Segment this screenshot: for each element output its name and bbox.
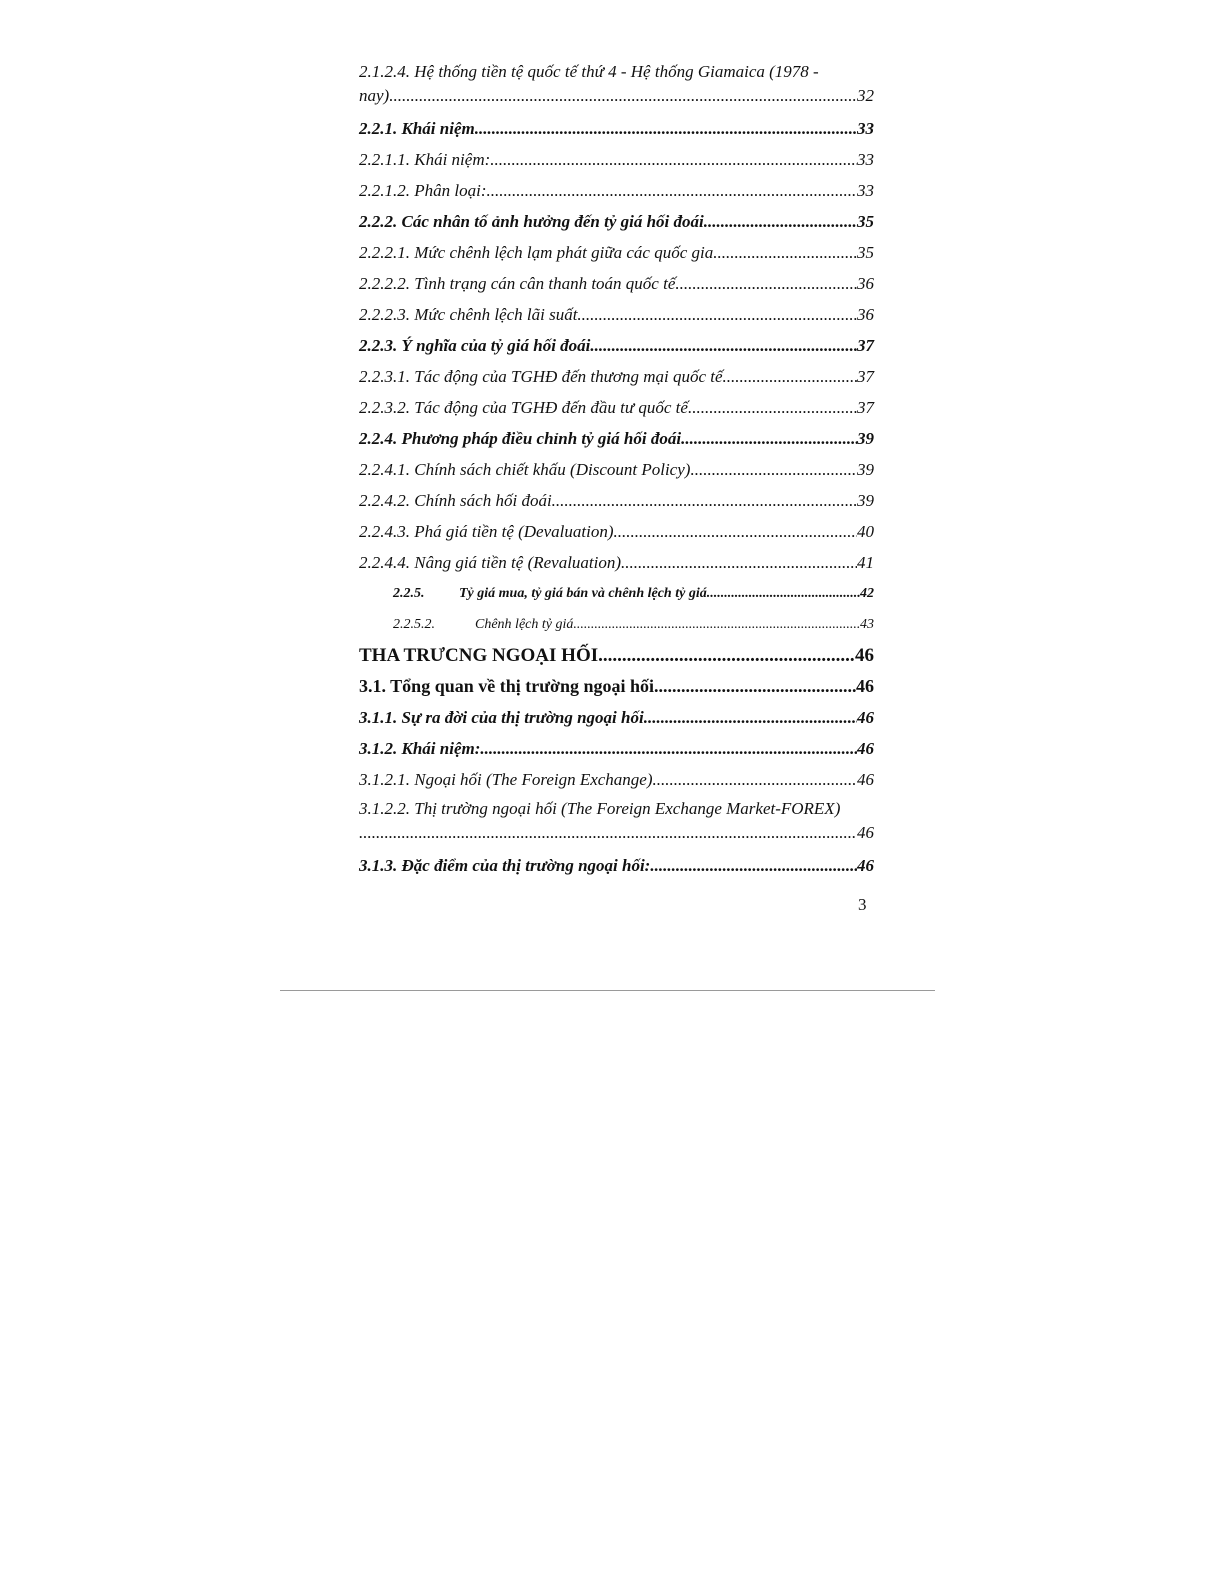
toc-entry[interactable] bbox=[359, 485, 874, 516]
dot-leader bbox=[644, 702, 857, 733]
toc-entry-page: 42 bbox=[860, 586, 874, 601]
toc-entry[interactable] bbox=[359, 423, 874, 454]
dot-leader bbox=[675, 268, 857, 299]
toc-entry-page: 41 bbox=[857, 553, 874, 572]
dot-leader bbox=[688, 392, 857, 423]
toc-entry-title: 2.2.1. Khái niệm bbox=[359, 119, 475, 138]
toc-entry[interactable] bbox=[359, 299, 874, 330]
toc-entry-title: 2.2.4. Phương pháp điều chỉnh tỷ giá hối đoái bbox=[359, 429, 682, 448]
dot-leader bbox=[690, 454, 857, 485]
toc-entry-title: 2.2.4.4. Nâng giá tiền tệ (Revaluation) bbox=[359, 553, 622, 572]
toc-entry-title: 2.2.2.3. Mức chênh lệch lãi suất bbox=[359, 305, 578, 324]
toc-entry[interactable] bbox=[359, 361, 874, 392]
toc-entry-title: Chênh lệch tỷ giá bbox=[475, 617, 574, 632]
toc-entry[interactable] bbox=[359, 795, 874, 850]
toc-entry[interactable] bbox=[359, 58, 874, 113]
dot-leader bbox=[613, 516, 857, 547]
toc-entry-page: 35 bbox=[857, 243, 874, 262]
dot-leader bbox=[621, 547, 857, 578]
toc-entry-title: 3.1.3. Đặc điểm của thị trường ngoại hối: bbox=[359, 856, 651, 875]
dot-leader bbox=[713, 237, 857, 268]
page-divider bbox=[280, 990, 935, 991]
toc-entry-page: 39 bbox=[857, 429, 874, 448]
dot-leader bbox=[573, 609, 860, 640]
toc-entry-title: 3.1.2.1. Ngoại hối (The Foreign Exchange) bbox=[359, 770, 653, 789]
dot-leader bbox=[590, 330, 857, 361]
dot-leader bbox=[389, 84, 857, 108]
toc-entry[interactable] bbox=[359, 206, 874, 237]
dot-leader bbox=[359, 821, 857, 845]
toc-entry[interactable] bbox=[359, 547, 874, 578]
toc-entry[interactable] bbox=[359, 640, 874, 671]
toc-entry-title: 3.1.1. Sự ra đời của thị trường ngoại hối bbox=[359, 708, 644, 727]
toc-entry-page: 40 bbox=[857, 522, 874, 541]
toc-entry-page: 46 bbox=[857, 708, 874, 727]
dot-leader bbox=[723, 361, 857, 392]
toc-entry[interactable] bbox=[359, 237, 874, 268]
toc-entry[interactable] bbox=[359, 764, 874, 795]
toc-entry-title: 2.1.2.4. Hệ thống tiền tệ quốc tế thứ 4 - Hệ thống Giamaica (1978 - bbox=[359, 62, 819, 81]
toc-entry[interactable] bbox=[359, 850, 874, 881]
toc-entry[interactable] bbox=[359, 733, 874, 764]
toc-entry[interactable] bbox=[359, 671, 874, 702]
toc-entry-page: 33 bbox=[857, 119, 874, 138]
toc-entry-page: 39 bbox=[857, 491, 874, 510]
toc-entry-page: 35 bbox=[857, 212, 874, 231]
toc-entry-title: 2.2.1.2. Phân loại: bbox=[359, 181, 487, 200]
toc-entry-title: 2.2.3. Ý nghĩa của tỷ giá hối đoái bbox=[359, 336, 591, 355]
toc-entry-page: 36 bbox=[857, 274, 874, 293]
dot-leader bbox=[552, 485, 857, 516]
toc-entry[interactable] bbox=[359, 609, 874, 640]
toc-entry[interactable] bbox=[359, 144, 874, 175]
toc-entry-page: 37 bbox=[857, 367, 874, 386]
toc-entry-title: 2.2.2.1. Mức chênh lệch lạm phát giữa các quốc gia bbox=[359, 243, 714, 262]
toc-entry[interactable] bbox=[359, 113, 874, 144]
toc-entry-title: 2.2.2.2. Tình trạng cán cân thanh toán quốc tế bbox=[359, 274, 676, 293]
toc-entry-number: 2.2.5. bbox=[393, 586, 425, 601]
dot-leader bbox=[650, 850, 857, 881]
dot-leader bbox=[707, 578, 860, 609]
toc-entry-page: 37 bbox=[857, 336, 874, 355]
toc-entry-page: 39 bbox=[857, 460, 874, 479]
toc-entry-title: 3.1.2. Khái niệm: bbox=[359, 739, 481, 758]
toc-entry-title-continued: nay) bbox=[359, 86, 390, 105]
toc-entry[interactable] bbox=[359, 392, 874, 423]
toc-entry-title: Tỷ giá mua, tỷ giá bán và chênh lệch tỷ giá bbox=[459, 586, 707, 601]
toc-entry-title: 2.2.2. Các nhân tố ảnh hưởng đến tỷ giá hối đoái bbox=[359, 212, 704, 231]
table-of-contents bbox=[359, 58, 874, 881]
toc-entry[interactable] bbox=[359, 175, 874, 206]
dot-leader bbox=[490, 144, 857, 175]
toc-entry[interactable] bbox=[359, 702, 874, 733]
toc-entry-title: 3.1.2.2. Thị trường ngoại hối (The Foreign Exchange Market-FOREX) bbox=[359, 799, 841, 818]
dot-leader bbox=[480, 733, 857, 764]
toc-entry-page: 46 bbox=[856, 676, 874, 696]
toc-entry-title: 3.1. Tổng quan về thị trường ngoại hối bbox=[359, 676, 655, 696]
toc-entry-page: 46 bbox=[855, 645, 874, 666]
toc-entry-number: 2.2.5.2. bbox=[393, 617, 435, 632]
toc-entry[interactable] bbox=[359, 516, 874, 547]
dot-leader bbox=[653, 764, 857, 795]
toc-entry-page: 33 bbox=[857, 150, 874, 169]
dot-leader bbox=[577, 299, 857, 330]
toc-entry-page: 36 bbox=[857, 305, 874, 324]
toc-entry-page: 33 bbox=[857, 181, 874, 200]
page-number: 3 bbox=[858, 895, 867, 914]
dot-leader bbox=[475, 113, 857, 144]
toc-entry-title: 2.2.3.1. Tác động của TGHĐ đến thương mại quốc tế bbox=[359, 367, 723, 386]
toc-entry[interactable] bbox=[359, 578, 874, 609]
toc-entry-page: 46 bbox=[857, 739, 874, 758]
toc-entry-page: 32 bbox=[857, 86, 874, 105]
dot-leader bbox=[487, 175, 858, 206]
toc-entry[interactable] bbox=[359, 454, 874, 485]
toc-entry-page: 37 bbox=[857, 398, 874, 417]
toc-entry[interactable] bbox=[359, 330, 874, 361]
toc-entry-page: 43 bbox=[860, 617, 874, 632]
dot-leader bbox=[598, 640, 855, 671]
toc-entry-title: 2.2.1.1. Khái niệm: bbox=[359, 150, 491, 169]
toc-entry-page: 46 bbox=[857, 856, 874, 875]
toc-entry-title: THA TRƯCNG NGOẠI HỐI bbox=[359, 645, 599, 666]
toc-entry[interactable] bbox=[359, 268, 874, 299]
toc-entry-page: 46 bbox=[857, 823, 874, 842]
dot-leader bbox=[654, 671, 856, 702]
toc-entry-title: 2.2.4.2. Chính sách hối đoái bbox=[359, 491, 552, 510]
dot-leader bbox=[704, 206, 857, 237]
toc-entry-page: 46 bbox=[857, 770, 874, 789]
toc-entry-title: 2.2.4.3. Phá giá tiền tệ (Devaluation) bbox=[359, 522, 614, 541]
toc-entry-title: 2.2.4.1. Chính sách chiết khấu (Discount Policy) bbox=[359, 460, 691, 479]
dot-leader bbox=[681, 423, 857, 454]
toc-entry-title: 2.2.3.2. Tác động của TGHĐ đến đầu tư quốc tế bbox=[359, 398, 688, 417]
